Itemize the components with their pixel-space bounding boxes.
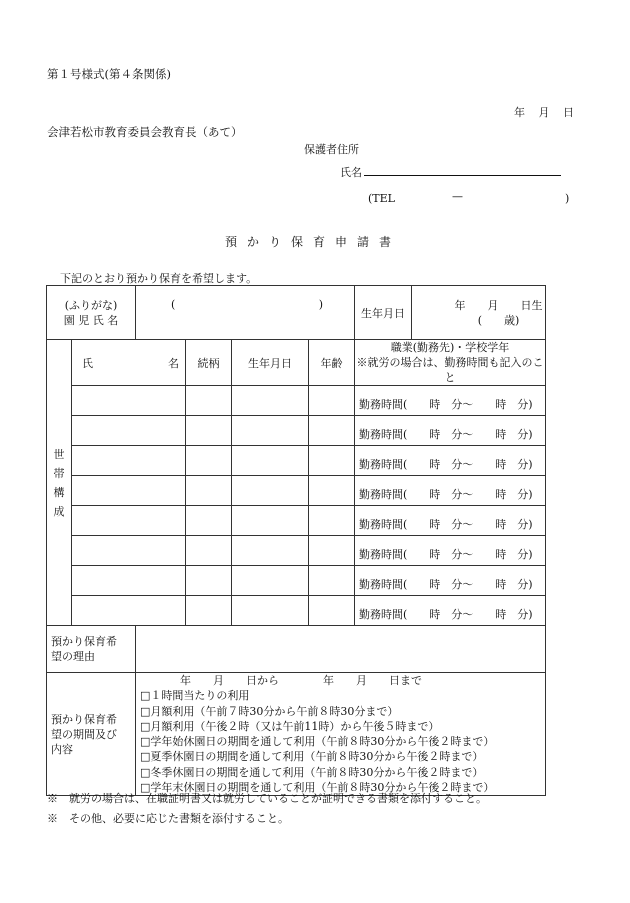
table-row	[47, 446, 546, 476]
col-occupation-header	[355, 340, 546, 386]
col-name-right: 名	[168, 356, 179, 370]
option-hourly[interactable]: □１時間当たりの利用	[140, 689, 250, 703]
member-name-cell[interactable]	[72, 506, 186, 536]
table-row	[47, 506, 546, 536]
table-row	[47, 566, 546, 596]
member-age-cell[interactable]	[309, 596, 355, 626]
period-label-line3: 内容	[51, 742, 73, 756]
member-name-cell[interactable]	[72, 596, 186, 626]
member-name-cell[interactable]	[72, 476, 186, 506]
member-occupation-cell[interactable]: 勤務時間( 時 分～ 時 分)	[355, 446, 546, 476]
option-monthly-morning[interactable]: □月額利用（午前７時30分から午前８時30分まで）	[140, 704, 399, 718]
footnote-other: ※ その他、必要に応じた書類を添付すること。	[47, 812, 289, 825]
member-birth-cell[interactable]	[232, 476, 309, 506]
option-summer[interactable]: □夏季休園日の期間を通して利用（午前８時30分から午後２時まで）	[140, 750, 484, 764]
member-age-cell[interactable]	[309, 386, 355, 416]
furigana-open-paren: (	[171, 298, 176, 311]
member-name-cell[interactable]	[72, 536, 186, 566]
reason-label-line2: 望の理由	[51, 650, 95, 663]
household-label-char: 世	[53, 447, 65, 461]
form-number: 第１号様式(第４条関係)	[47, 67, 171, 81]
period-label-line1: 預かり保育希	[51, 712, 117, 726]
member-relation-cell[interactable]	[186, 596, 232, 626]
member-birth-cell[interactable]	[232, 506, 309, 536]
member-occupation-cell[interactable]: 勤務時間( 時 分～ 時 分)	[355, 506, 546, 536]
member-occupation-cell[interactable]: 勤務時間( 時 分～ 時 分)	[355, 596, 546, 626]
birth-date-text: 年 月 日生	[454, 298, 543, 312]
member-age-cell[interactable]	[309, 536, 355, 566]
member-occupation-cell[interactable]: 勤務時間( 時 分～ 時 分)	[355, 536, 546, 566]
addressee: 会津若松市教育委員会教育長（あて）	[47, 125, 243, 139]
tel-label: (TEL	[368, 192, 395, 205]
member-occupation-cell[interactable]: 勤務時間( 時 分～ 時 分)	[355, 476, 546, 506]
member-occupation-cell[interactable]: 勤務時間( 時 分～ 時 分)	[355, 416, 546, 446]
reason-field[interactable]	[136, 626, 546, 673]
application-form-table	[46, 285, 546, 796]
period-content	[136, 673, 546, 796]
member-age-cell[interactable]	[309, 416, 355, 446]
child-name-label-text: 園 児 氏 名	[63, 313, 119, 327]
member-relation-cell[interactable]	[186, 506, 232, 536]
table-row	[47, 476, 546, 506]
member-name-cell[interactable]	[72, 386, 186, 416]
guardian-name-label: 氏名	[340, 166, 362, 179]
member-relation-cell[interactable]	[186, 446, 232, 476]
option-term-end[interactable]: □学年末休園日の期間を通して利用（午前８時30分から午後２時まで）	[140, 781, 495, 795]
document-title: 預かり保育申請書	[225, 235, 402, 249]
birth-label: 生年月日	[355, 286, 412, 340]
col-name-header	[72, 340, 186, 386]
tel-close: )	[565, 192, 570, 205]
col-name-left: 氏	[82, 356, 93, 370]
period-label	[47, 673, 136, 796]
child-row	[47, 286, 546, 340]
member-birth-cell[interactable]	[232, 446, 309, 476]
col-age-header: 年齢	[309, 340, 355, 386]
occupation-header-line2: ※就労の場合は、勤務時間も記入のこと	[356, 356, 544, 384]
period-row	[47, 673, 546, 796]
member-birth-cell[interactable]	[232, 566, 309, 596]
member-birth-cell[interactable]	[232, 536, 309, 566]
member-age-cell[interactable]	[309, 566, 355, 596]
option-winter[interactable]: □冬季休園日の期間を通して利用（午前８時30分から午後２時まで）	[140, 765, 484, 779]
table-row	[47, 596, 546, 626]
member-age-cell[interactable]	[309, 506, 355, 536]
member-occupation-cell[interactable]: 勤務時間( 時 分～ 時 分)	[355, 566, 546, 596]
period-range[interactable]: 年 月 日から 年 月 日まで	[180, 674, 422, 687]
footnote-employment: ※ 就労の場合は、在職証明書又は就労していることが証明できる書類を添付すること。	[47, 792, 487, 805]
guardian-name-field[interactable]	[364, 175, 561, 176]
guardian-address-label: 保護者住所	[304, 143, 359, 156]
household-header-row	[47, 340, 546, 386]
period-label-line2: 望の期間及び	[51, 727, 117, 741]
birth-value-field[interactable]	[412, 286, 546, 340]
household-label-char: 構	[53, 485, 65, 499]
household-label-char: 成	[53, 504, 65, 518]
table-row	[47, 536, 546, 566]
table-row	[47, 386, 546, 416]
child-name-field[interactable]	[136, 286, 355, 340]
member-birth-cell[interactable]	[232, 416, 309, 446]
household-label-char: 帯	[53, 466, 65, 480]
intro-text: 下記のとおり預かり保育を希望します。	[60, 272, 258, 285]
reason-row	[47, 626, 546, 673]
member-relation-cell[interactable]	[186, 386, 232, 416]
member-name-cell[interactable]	[72, 566, 186, 596]
reason-label-line1: 預かり保育希	[51, 635, 117, 648]
reason-label	[47, 626, 136, 673]
member-relation-cell[interactable]	[186, 566, 232, 596]
member-age-cell[interactable]	[309, 476, 355, 506]
member-name-cell[interactable]	[72, 416, 186, 446]
col-birth-header: 生年月日	[232, 340, 309, 386]
member-name-cell[interactable]	[72, 446, 186, 476]
table-row	[47, 416, 546, 446]
date-line: 年 月 日	[514, 106, 574, 119]
furigana-close-paren: )	[318, 298, 324, 311]
option-term-start[interactable]: □学年始休園日の期間を通して利用（午前８時30分から午後２時まで）	[140, 735, 495, 749]
col-relation-header: 続柄	[186, 340, 232, 386]
tel-dash: —	[452, 190, 463, 203]
age-text: ( 歳)	[477, 313, 520, 327]
member-relation-cell[interactable]	[186, 476, 232, 506]
member-birth-cell[interactable]	[232, 386, 309, 416]
option-monthly-afternoon[interactable]: □月額利用（午後２時（又は午前11時）から午後５時まで）	[140, 719, 440, 733]
household-section-label	[47, 340, 72, 626]
child-name-label	[47, 286, 136, 340]
member-age-cell[interactable]	[309, 446, 355, 476]
member-birth-cell[interactable]	[232, 596, 309, 626]
member-occupation-cell[interactable]: 勤務時間( 時 分～ 時 分)	[355, 386, 546, 416]
occupation-header-line1: 職業(勤務先)・学校学年	[390, 341, 510, 354]
furigana-label: (ふりがな)	[64, 298, 118, 312]
member-relation-cell[interactable]	[186, 416, 232, 446]
member-relation-cell[interactable]	[186, 536, 232, 566]
